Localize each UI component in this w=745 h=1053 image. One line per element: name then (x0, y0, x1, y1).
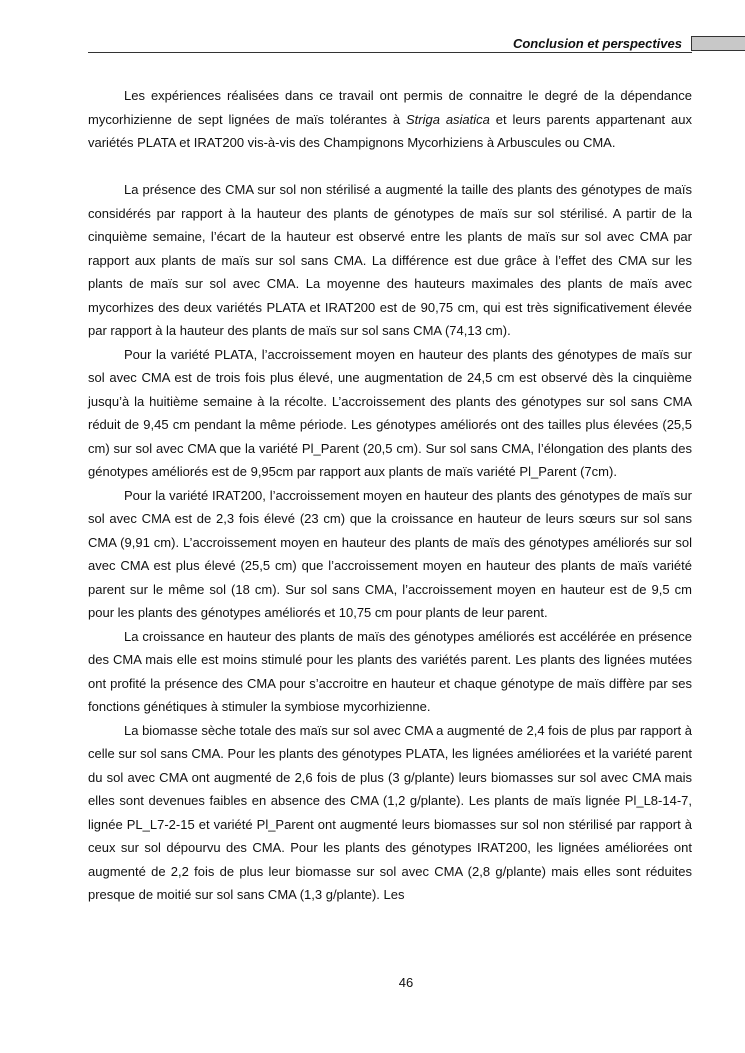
paragraph-plata: Pour la variété PLATA, l’accroissement moyen en hauteur des plants des génotypes de maïs sur sol avec CMA est de trois fois plus élevé, une augmentation de 24,5 cm est observé dès la cinquième jusqu’à la huitième semaine à la récolte. L’accroissement des plants des génotypes sur sol sans CMA réduit de 9,45 cm pendant la même période. Les génotypes améliorés ont des tailles plus élevées (25,5 cm) sur sol avec CMA que la variété Pl_Parent (20,5 cm). Sur sol sans CMA, l’élongation des plants des génotypes améliorés est de 9,95cm par rapport aux plants de maïs variété Pl_Parent (7cm). (88, 346, 692, 479)
paragraph-growth: La croissance en hauteur des plants de maïs des génotypes améliorés est accélérée en présence des CMA mais elle est moins stimulé pour les plants des variétés parent. Les plants des lignées mutées ont profité la présence des CMA pour s’accroitre en hauteur et chaque génotype de maïs diffère par ses fonctions génétiques à stimuler la symbiose mycorhizienne. (88, 628, 692, 714)
paragraph-biomass: La biomasse sèche totale des maïs sur sol avec CMA a augmenté de 2,4 fois de plus par rapport à celle sur sol sans CMA. Pour les plants des génotypes PLATA, les lignées améliorées et la variété parent du sol avec CMA ont augmenté de 2,6 fois de plus (3 g/plante) leurs biomasses sur sol avec CMA mais elles sont devenues faibles en absence des CMA (1,2 g/plante). Les plants de maïs lignée Pl_L8-14-7, lignée PL_L7-2-15 et variété Pl_Parent ont augmenté leurs biomasses sur sol non stérilisé par rapport à ceux sur sol dépourvu des CMA. Pour les plants des génotypes IRAT200, les lignées améliorées ont augmenté de 2,2 fois de plus leur biomasse sur sol avec CMA (2,8 g/plante) mais elles sont réduites presque de moitié sur sol sans CMA (1,3 g/plante). Les (88, 722, 692, 902)
section-title: Conclusion et perspectives (512, 36, 682, 51)
page-number: 46 (398, 975, 414, 990)
paragraph-intro (88, 84, 692, 155)
header-tab-marker (691, 36, 745, 51)
running-header (88, 36, 745, 52)
body-text (88, 84, 692, 907)
paragraph-intro-start: Les expériences réalisées dans ce travail ont permis de connaitre le degré de la dépendance mycorhizienne de sept lignées de maïs tolérantes à (88, 88, 692, 127)
paragraph-intro-end: et leurs parents appartenant aux variétés PLATA et IRAT200 vis-à-vis des Champignons Mycorhiziens à Arbuscules ou CMA. (88, 111, 693, 150)
paragraph-cma-height: La présence des CMA sur sol non stérilisé a augmenté la taille des plants des génotypes de maïs considérés par rapport à la hauteur des plants de génotypes de maïs sur sol stérilisé. A partir de la cinquième semaine, l’écart de la hauteur est observé entre les plants de maïs sur sol avec CMA par rapport aux plants de maïs sur sol sans CMA. La différence est due grâce à l’effet des CMA sur les plants de maïs sur sol avec CMA. La moyenne des hauteurs maximales des plants de maïs avec mycorhizes des deux variétés PLATA et IRAT200 est de 90,75 cm, qui est très significativement élevée par rapport à la hauteur des plants de maïs sur sol sans CMA (74,13 cm). (88, 182, 692, 338)
species-name: Striga asiatica (405, 111, 490, 127)
paragraph-irat200: Pour la variété IRAT200, l’accroissement moyen en hauteur des plants des génotypes de maïs sur sol avec CMA est de 2,3 fois élevé (23 cm) que la croissance en hauteur de leurs sœurs sur sol sans CMA (9,91 cm). L’accroissement moyen en hauteur des plants de maïs des génotypes améliorés sur sol avec CMA est plus élevé (25,5 cm) que l’accroissement moyen en hauteur des plants de maïs variété parent sur le même sol (18 cm). Sur sol sans CMA, l’accroissement moyen en hauteur est de 9,5 cm pour les plants des génotypes améliorés et 10,75 cm pour plants de leur parent. (88, 487, 692, 620)
header-rule (88, 52, 692, 53)
